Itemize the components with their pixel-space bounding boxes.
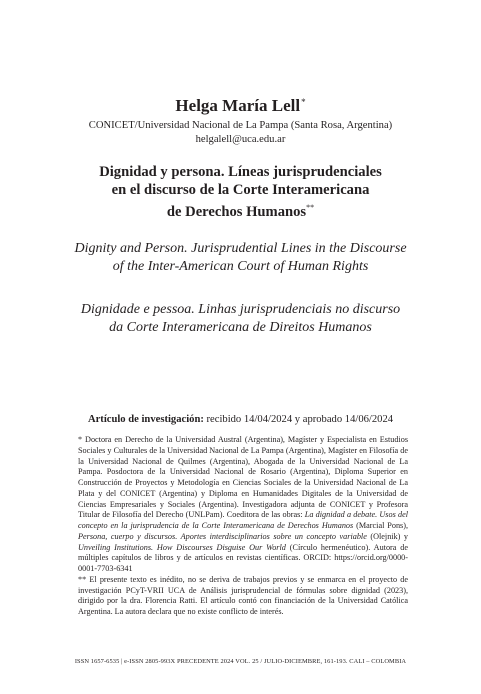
author-affiliation: CONICET/Universidad Nacional de La Pampa (Santa Rosa, Argentina)	[88, 120, 393, 131]
article-dates: recibido 14/04/2024 y aprobado 14/06/2024	[203, 414, 394, 425]
title-english	[40, 240, 441, 276]
author-name-text: Helga María Lell	[175, 96, 301, 115]
title-footnote-marker[interactable]: **	[306, 203, 315, 212]
author-name	[60, 92, 421, 116]
footnote-text: (Marcial Pons),	[353, 521, 408, 530]
title-spanish-line	[60, 199, 421, 221]
title-spanish	[60, 163, 421, 221]
footnote-work-title: Unveiling Institutions. How Discourses Disguise Our World	[78, 542, 286, 552]
title-spanish-line: en el discurso de la Corte Interamericana	[111, 182, 370, 198]
title-english-line: of the Inter-American Court of Human Rights	[112, 259, 369, 274]
article-type-label: Artículo de investigación:	[87, 414, 204, 425]
article-type-line	[60, 413, 421, 427]
title-spanish-line: Dignidad y persona. Líneas jurisprudenciales	[99, 164, 382, 180]
footnote-article-note: ** El presente texto es inédito, no se deriva de trabajos previos y se enmarca en el proyecto de investigación PCyT-VRII UCA de Análisis jurisprudencial de fórmulas sobre dignidad (2023), dirigido por la dra. Florencia Ratti. El artículo contó con financiación de la Universidad Católica Argentina. La autora declara que no existe conflicto de interés.	[78, 574, 408, 616]
page-footer: ISSN 1657-6535 | e-ISSN 2805-993X PRECEDENTE 2024 VOL. 25 / JULIO-DICIEMBRE, 161-193. CALI – COLOMBIA	[74, 658, 407, 665]
title-portuguese-line: Dignidade e pessoa. Linhas jurisprudenciais no discurso	[80, 302, 401, 317]
footnote-work-title: La dignidad a debate. Usos del concepto en la jurisprudencia de la Corte Interamericana de Derechos Humanos	[78, 510, 408, 530]
footnote-author-bio	[78, 435, 408, 575]
author-block	[60, 92, 421, 147]
title-english-line: Dignity and Person. Jurisprudential Lines in the Discourse	[74, 241, 407, 256]
footnote-text: * Doctora en Derecho de la Universidad Austral (Argentina), Magíster y Especialista en Estudios Sociales y Culturales de la Universidad Nacional de La Pampa (Argentina), Magíster en Filosofía de la Universidad Nacional de Quilmes (Argentina), Abogada de la Universidad Nacional de La Pampa. Posdoctora de la Universidad Nacional de Rosario (Argentina), Diploma Superior en Construcción de Proyectos y Metodología en Ciencias Sociales de la Universidad Nacional de La Plata y del CONICET (Argentina) y Diploma en Humanidades Digitales de la Universidad de Ciencias Empresariales y Sociales (Argentina). Investigadora adjunta de CONICET y Profesora Titular de Filosofía del Derecho (UNLPam). Coeditora de las obras:	[78, 435, 408, 520]
footnote-work-title: Persona, cuerpo y discursos. Aportes interdisciplinarios sobre un concepto variable	[78, 531, 367, 541]
title-portuguese	[40, 301, 441, 337]
footnote-text: (Olejnik) y	[366, 531, 408, 541]
footnote-text: (Círculo hermenéutico). Autora de múltiples capítulos de libros y de artículos en revistas científicas. ORCID: https://orcid.org/0000-0001-7703-6341	[78, 542, 409, 573]
footnotes	[78, 435, 408, 618]
author-email[interactable]: helgalell@uca.edu.ar	[195, 134, 286, 145]
title-portuguese-line: da Corte Interamericana de Direitos Humanos	[109, 320, 372, 335]
author-footnote-marker[interactable]: *	[301, 97, 306, 107]
title-spanish-line-text: de Derechos Humanos	[166, 204, 307, 220]
